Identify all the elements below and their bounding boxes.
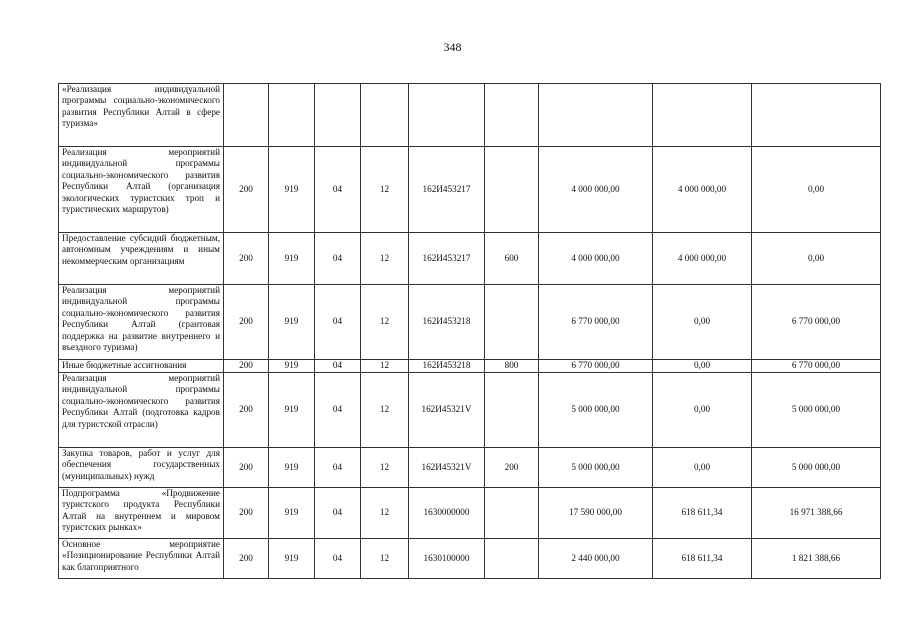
target-article-code: 162И453217 [409,147,485,233]
subsection-code: 12 [361,488,409,539]
subsection-code: 12 [361,373,409,448]
admin-code: 200 [224,147,269,233]
expense-type-code [485,84,539,147]
admin-code: 200 [224,539,269,579]
row-description: «Реализация индивидуальной программы социально-экономического развития Республики Алтай в сфере туризма» [59,84,224,147]
admin-code: 200 [224,373,269,448]
ved-code: 919 [269,373,315,448]
subsection-code: 12 [361,448,409,488]
subsection-code: 12 [361,360,409,373]
amount-total: 5 000 000,00 [539,373,653,448]
table-row [59,285,881,360]
table-body [59,84,881,579]
table-row [59,539,881,579]
expense-type-code: 600 [485,233,539,285]
amount-column-3: 0,00 [752,233,881,285]
section-code: 04 [315,285,361,360]
expense-type-code [485,488,539,539]
row-description: Закупка товаров, работ и услуг для обеспечения государственных (муниципальных) нужд [59,448,224,488]
expense-type-code [485,285,539,360]
row-description: Иные бюджетные ассигнования [59,360,224,373]
target-article-code: 162И453218 [409,360,485,373]
expense-type-code [485,147,539,233]
amount-total: 6 770 000,00 [539,285,653,360]
admin-code: 200 [224,488,269,539]
amount-total: 6 770 000,00 [539,360,653,373]
admin-code [224,84,269,147]
ved-code: 919 [269,360,315,373]
table-row [59,448,881,488]
amount-column-2: 4 000 000,00 [653,147,752,233]
ved-code: 919 [269,488,315,539]
row-description: Реализация мероприятий индивидуальной программы социально-экономического развития Республики Алтай (грантовая поддержка на развитие внутреннего и въездного туризма) [59,285,224,360]
amount-column-2: 618 611,34 [653,539,752,579]
target-article-code: 162И453217 [409,233,485,285]
section-code: 04 [315,539,361,579]
amount-column-2: 0,00 [653,448,752,488]
admin-code: 200 [224,285,269,360]
section-code: 04 [315,360,361,373]
table-row [59,84,881,147]
table-row [59,373,881,448]
target-article-code: 1630000000 [409,488,485,539]
table-row [59,233,881,285]
table-row [59,147,881,233]
subsection-code: 12 [361,147,409,233]
row-description: Основное мероприятие «Позиционирование Республики Алтай как благоприятного [59,539,224,579]
target-article-code [409,84,485,147]
amount-column-3: 6 770 000,00 [752,360,881,373]
row-description: Предоставление субсидий бюджетным, автономным учреждениям и иным некоммерческим организациям [59,233,224,285]
subsection-code: 12 [361,285,409,360]
subsection-code: 12 [361,233,409,285]
ved-code: 919 [269,147,315,233]
target-article-code: 162И45321V [409,448,485,488]
amount-column-3: 16 971 388,66 [752,488,881,539]
ved-code: 919 [269,285,315,360]
page-number: 348 [443,40,462,54]
table-row [59,488,881,539]
amount-column-2: 0,00 [653,373,752,448]
expense-type-code [485,373,539,448]
ved-code: 919 [269,539,315,579]
subsection-code: 12 [361,539,409,579]
section-code: 04 [315,147,361,233]
amount-column-2 [653,84,752,147]
section-code: 04 [315,488,361,539]
target-article-code: 162И453218 [409,285,485,360]
amount-column-2: 0,00 [653,360,752,373]
section-code: 04 [315,373,361,448]
amount-total: 4 000 000,00 [539,233,653,285]
expense-type-code [485,539,539,579]
row-description: Реализация мероприятий индивидуальной программы социально-экономического развития Республики Алтай (организация экологических туристских троп и туристических маршрутов) [59,147,224,233]
amount-total: 2 440 000,00 [539,539,653,579]
admin-code: 200 [224,360,269,373]
expense-type-code: 200 [485,448,539,488]
ved-code [269,84,315,147]
amount-total [539,84,653,147]
admin-code: 200 [224,233,269,285]
target-article-code: 1630100000 [409,539,485,579]
amount-column-2: 618 611,34 [653,488,752,539]
row-description: Подпрограмма «Продвижение туристского продукта Республики Алтай на внутреннем и мировом туристских рынках» [59,488,224,539]
section-code: 04 [315,233,361,285]
amount-column-3 [752,84,881,147]
table-row [59,360,881,373]
amount-column-3: 6 770 000,00 [752,285,881,360]
amount-total: 17 590 000,00 [539,488,653,539]
amount-column-3: 5 000 000,00 [752,373,881,448]
amount-column-3: 0,00 [752,147,881,233]
expense-type-code: 800 [485,360,539,373]
ved-code: 919 [269,448,315,488]
target-article-code: 162И45321V [409,373,485,448]
subsection-code [361,84,409,147]
section-code: 04 [315,448,361,488]
amount-column-3: 1 821 388,66 [752,539,881,579]
admin-code: 200 [224,448,269,488]
amount-column-2: 0,00 [653,285,752,360]
budget-table [58,83,881,579]
amount-total: 4 000 000,00 [539,147,653,233]
row-description: Реализация мероприятий индивидуальной программы социально-экономического развития Республики Алтай (подготовка кадров для туристской отрасли) [59,373,224,448]
amount-column-3: 5 000 000,00 [752,448,881,488]
section-code [315,84,361,147]
ved-code: 919 [269,233,315,285]
amount-column-2: 4 000 000,00 [653,233,752,285]
amount-total: 5 000 000,00 [539,448,653,488]
